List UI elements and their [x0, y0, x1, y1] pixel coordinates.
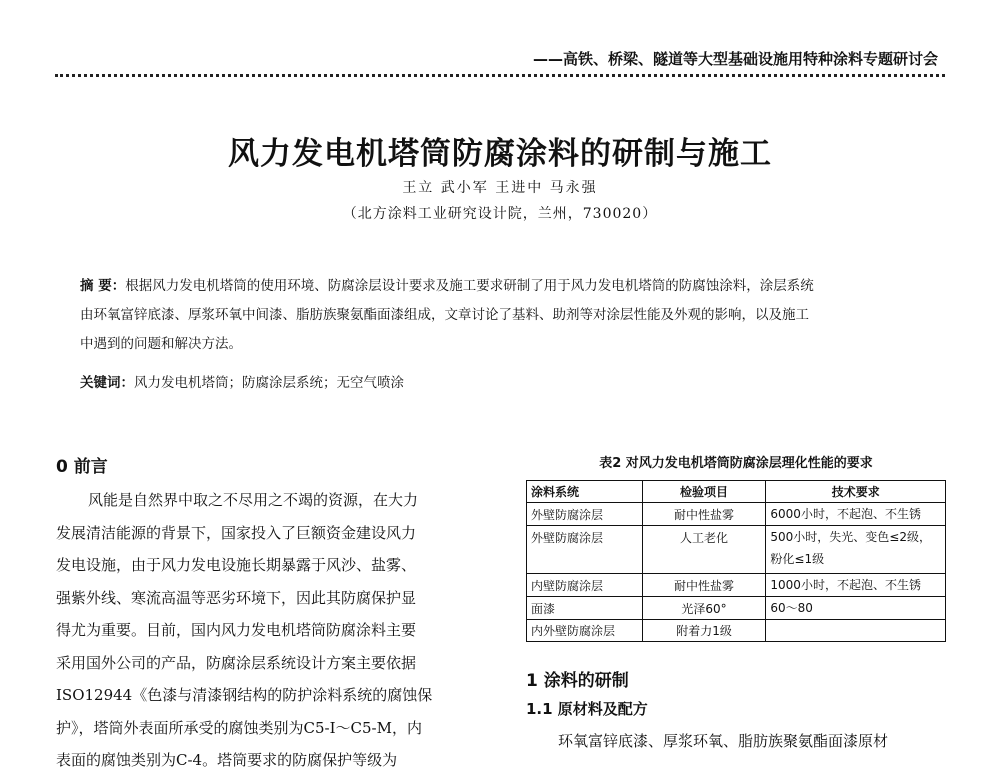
- table-cell: 外壁防腐涂层: [527, 526, 643, 574]
- body-line: 风能是自然界中取之不尽用之不竭的资源，在大力: [88, 491, 419, 509]
- body-line: 护》，塔筒外表面所承受的腐蚀类别为C5-I～C5-M，内: [56, 718, 422, 737]
- table-cell: 内壁防腐涂层: [527, 574, 643, 597]
- body-line: 得尤为重要。目前，国内风力发电机塔筒防腐涂料主要: [56, 621, 417, 639]
- body-line: 发展清洁能源的背景下，国家投入了巨额资金建设风力: [56, 523, 417, 542]
- abstract-label: 摘 要：: [80, 278, 126, 294]
- table-cell: 耐中性盐雾: [642, 574, 766, 597]
- abstract-line: 由环氧富锌底漆、厚浆环氧中间漆、脂肪族聚氨酯面漆组成，文章讨论了基料、助剂等对涂层性能及外观的影响，以及施工: [80, 307, 809, 323]
- abstract-line: [80, 272, 930, 301]
- paper-title: 风力发电机塔筒防腐涂料的研制与施工: [228, 136, 772, 172]
- table-row: [527, 597, 946, 620]
- abstract-line: 中遇到的问题和解决方法。: [80, 336, 242, 352]
- section-heading-intro: 0 前言: [56, 457, 108, 477]
- table-cell: 附着力1级: [642, 620, 766, 642]
- table-row: [527, 503, 946, 526]
- keywords-label: 关键词：: [80, 375, 134, 391]
- body-line: 强紫外线、寒流高温等恶劣环境下，因此其防腐保护显: [56, 588, 417, 607]
- table-cell: 1000小时，不起泡、不生锈: [766, 574, 946, 597]
- table-cell: 面漆: [527, 597, 643, 620]
- table-cell: 外壁防腐涂层: [527, 503, 643, 526]
- body-line: 表面的腐蚀类别为C-4。塔筒要求的防腐保护等级为: [56, 751, 398, 769]
- keywords-text: 风力发电机塔筒；防腐涂层系统；无空气喷涂: [134, 375, 404, 391]
- table-cell: 500小时，失光、变色≤2级，粉化≤1级: [766, 526, 946, 574]
- subsection-heading-materials: 1.1 原材料及配方: [526, 700, 648, 718]
- table-row: [527, 574, 946, 597]
- keywords: [80, 371, 404, 391]
- abstract-text: 根据风力发电机塔筒的使用环境、防腐涂层设计要求及施工要求研制了用于风力发电机塔筒的防腐蚀涂料，涂层系统: [125, 278, 814, 294]
- section-heading-development: 1 涂料的研制: [526, 671, 629, 691]
- table-cell: 人工老化: [642, 526, 766, 574]
- body-line: 采用国外公司的产品，防腐涂层系统设计方案主要依据: [56, 653, 417, 672]
- table-caption: 表2 对风力发电机塔筒防腐涂层理化性能的要求: [599, 456, 873, 471]
- table-header-cell: 检验项目: [642, 481, 766, 503]
- materials-paragraph: 环氧富锌底漆、厚浆环氧、脂肪族聚氨酯面漆原材: [558, 732, 889, 750]
- header-divider: [55, 74, 945, 77]
- body-line: 发电设施，由于风力发电设施长期暴露于风沙、盐雾、: [56, 556, 417, 574]
- intro-paragraph: [56, 484, 476, 777]
- paper-authors: 王立 武小军 王进中 马永强: [402, 180, 598, 196]
- table-header-cell: 涂料系统: [527, 481, 643, 503]
- table-row: [527, 620, 946, 642]
- table-row: [527, 526, 946, 574]
- table-cell: [766, 620, 946, 642]
- abstract: [80, 272, 930, 359]
- paper-affiliation: （北方涂料工业研究设计院，兰州，730020）: [342, 206, 658, 222]
- table-cell: 耐中性盐雾: [642, 503, 766, 526]
- table-cell: 光泽60°: [642, 597, 766, 620]
- table-cell: 内外壁防腐涂层: [527, 620, 643, 642]
- table-cell: 60～80: [766, 597, 946, 620]
- running-header: ——高铁、桥梁、隧道等大型基础设施用特种涂料专题研讨会: [532, 50, 938, 68]
- table-header-cell: 技术要求: [766, 481, 946, 503]
- requirements-table: [526, 480, 946, 642]
- table-header-row: [527, 481, 946, 503]
- body-line: ISO12944《色漆与清漆钢结构的防护涂料系统的腐蚀保: [56, 686, 433, 704]
- table-cell: 6000小时，不起泡、不生锈: [766, 503, 946, 526]
